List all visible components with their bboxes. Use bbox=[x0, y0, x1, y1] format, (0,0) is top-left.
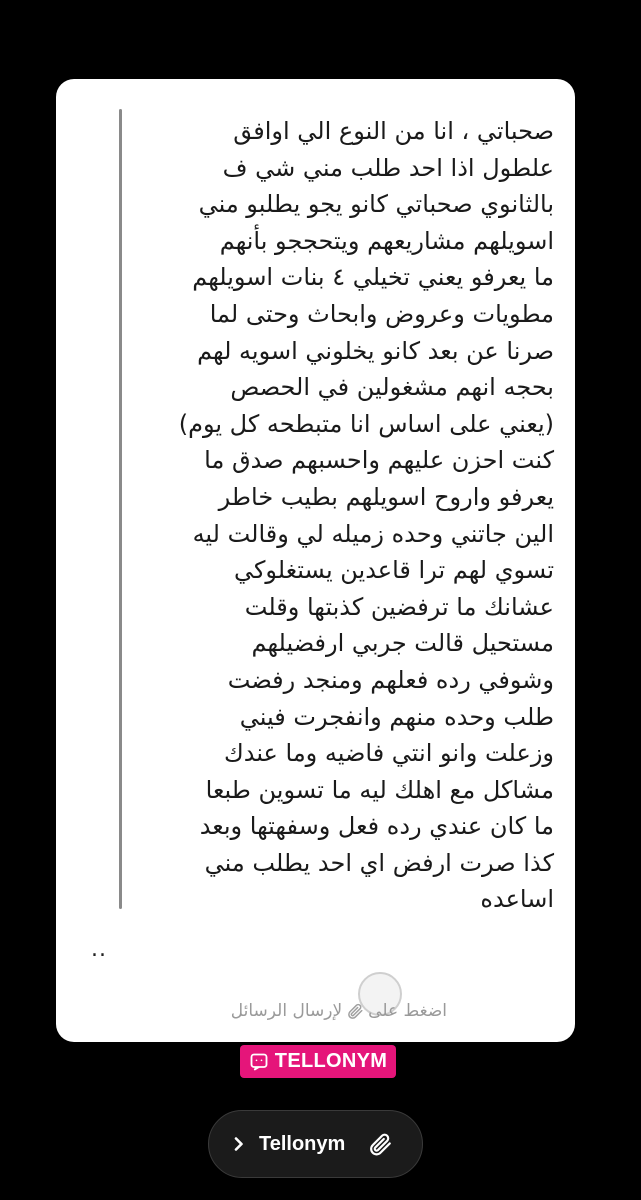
message-line: ما كان عندي رده فعل وسفهتها وبعد bbox=[199, 812, 554, 841]
message-line: مستحيل قالت جربي ارفضيلهم bbox=[251, 629, 554, 658]
message-line: (يعني على اساس انا متبطحه كل يوم) bbox=[178, 409, 554, 438]
message-line: عشانك ما ترفضين كذبتها وقلت bbox=[244, 592, 554, 621]
message-line: صرنا عن بعد كانو يخلوني اسويه لهم bbox=[197, 336, 554, 365]
message-line: وشوفي رده فعلهم ومنجد رفضت bbox=[227, 665, 554, 694]
message-line: مشاكل مع اهلك ليه ما تسوين طبعا bbox=[205, 775, 554, 804]
send-hint-suffix: لإرسال الرسائل bbox=[230, 1001, 343, 1021]
message-line: مطويات وعروض وابحاث وحتى لما bbox=[209, 299, 554, 328]
message-line: صحباتي ، انا من النوع الي اوافق bbox=[233, 117, 554, 145]
message-line: بحجه انهم مشغولين في الحصص bbox=[230, 373, 554, 402]
message-card bbox=[56, 79, 575, 1042]
message-line: اسويلهم مشاريعهم ويتحججو بأنهم bbox=[219, 226, 554, 255]
tellonym-badge bbox=[240, 1045, 396, 1078]
message-line: بالثانوي صحباتي كانو يجو يطلبو مني bbox=[198, 190, 554, 219]
message-text bbox=[134, 113, 554, 918]
message-line: تسوي لهم ترا قاعدين يستغلوكي bbox=[233, 556, 554, 585]
message-line: علطول اذا احد طلب مني شي ف bbox=[222, 153, 554, 182]
tellonym-logo-icon bbox=[249, 1052, 269, 1072]
message-line: كذا صرت ارفض اي احد يطلب مني bbox=[204, 848, 554, 877]
message-line: وزعلت وانو انتي فاضيه وما عندك bbox=[223, 739, 554, 768]
chevron-right-icon bbox=[231, 1136, 247, 1152]
message-line: كنت احزن عليهم واحسبهم صدق ما bbox=[204, 446, 554, 475]
link-label: Tellonym bbox=[259, 1132, 346, 1155]
message-line: اساعده bbox=[480, 885, 554, 914]
send-hint[interactable] bbox=[231, 1001, 447, 1021]
badge-label: TELLONYM bbox=[274, 1050, 388, 1072]
send-hint-prefix: اضغط على bbox=[368, 1001, 447, 1021]
paperclip-icon bbox=[346, 1002, 364, 1020]
message-line: يعرفو واروح اسويلهم بطيب خاطر bbox=[218, 482, 554, 511]
message-line: الين جاتني وحده زميله لي وقالت ليه bbox=[192, 519, 554, 548]
message-line: ما يعرفو يعني تخيلي ٤ بنات اسويلهم bbox=[192, 263, 554, 292]
tellonym-link-button[interactable] bbox=[208, 1110, 423, 1178]
quote-bar bbox=[119, 109, 122, 909]
ellipsis-text: .. bbox=[91, 937, 107, 962]
message-line: طلب وحده منهم وانفجرت فيني bbox=[239, 702, 554, 731]
paperclip-icon bbox=[367, 1131, 393, 1157]
